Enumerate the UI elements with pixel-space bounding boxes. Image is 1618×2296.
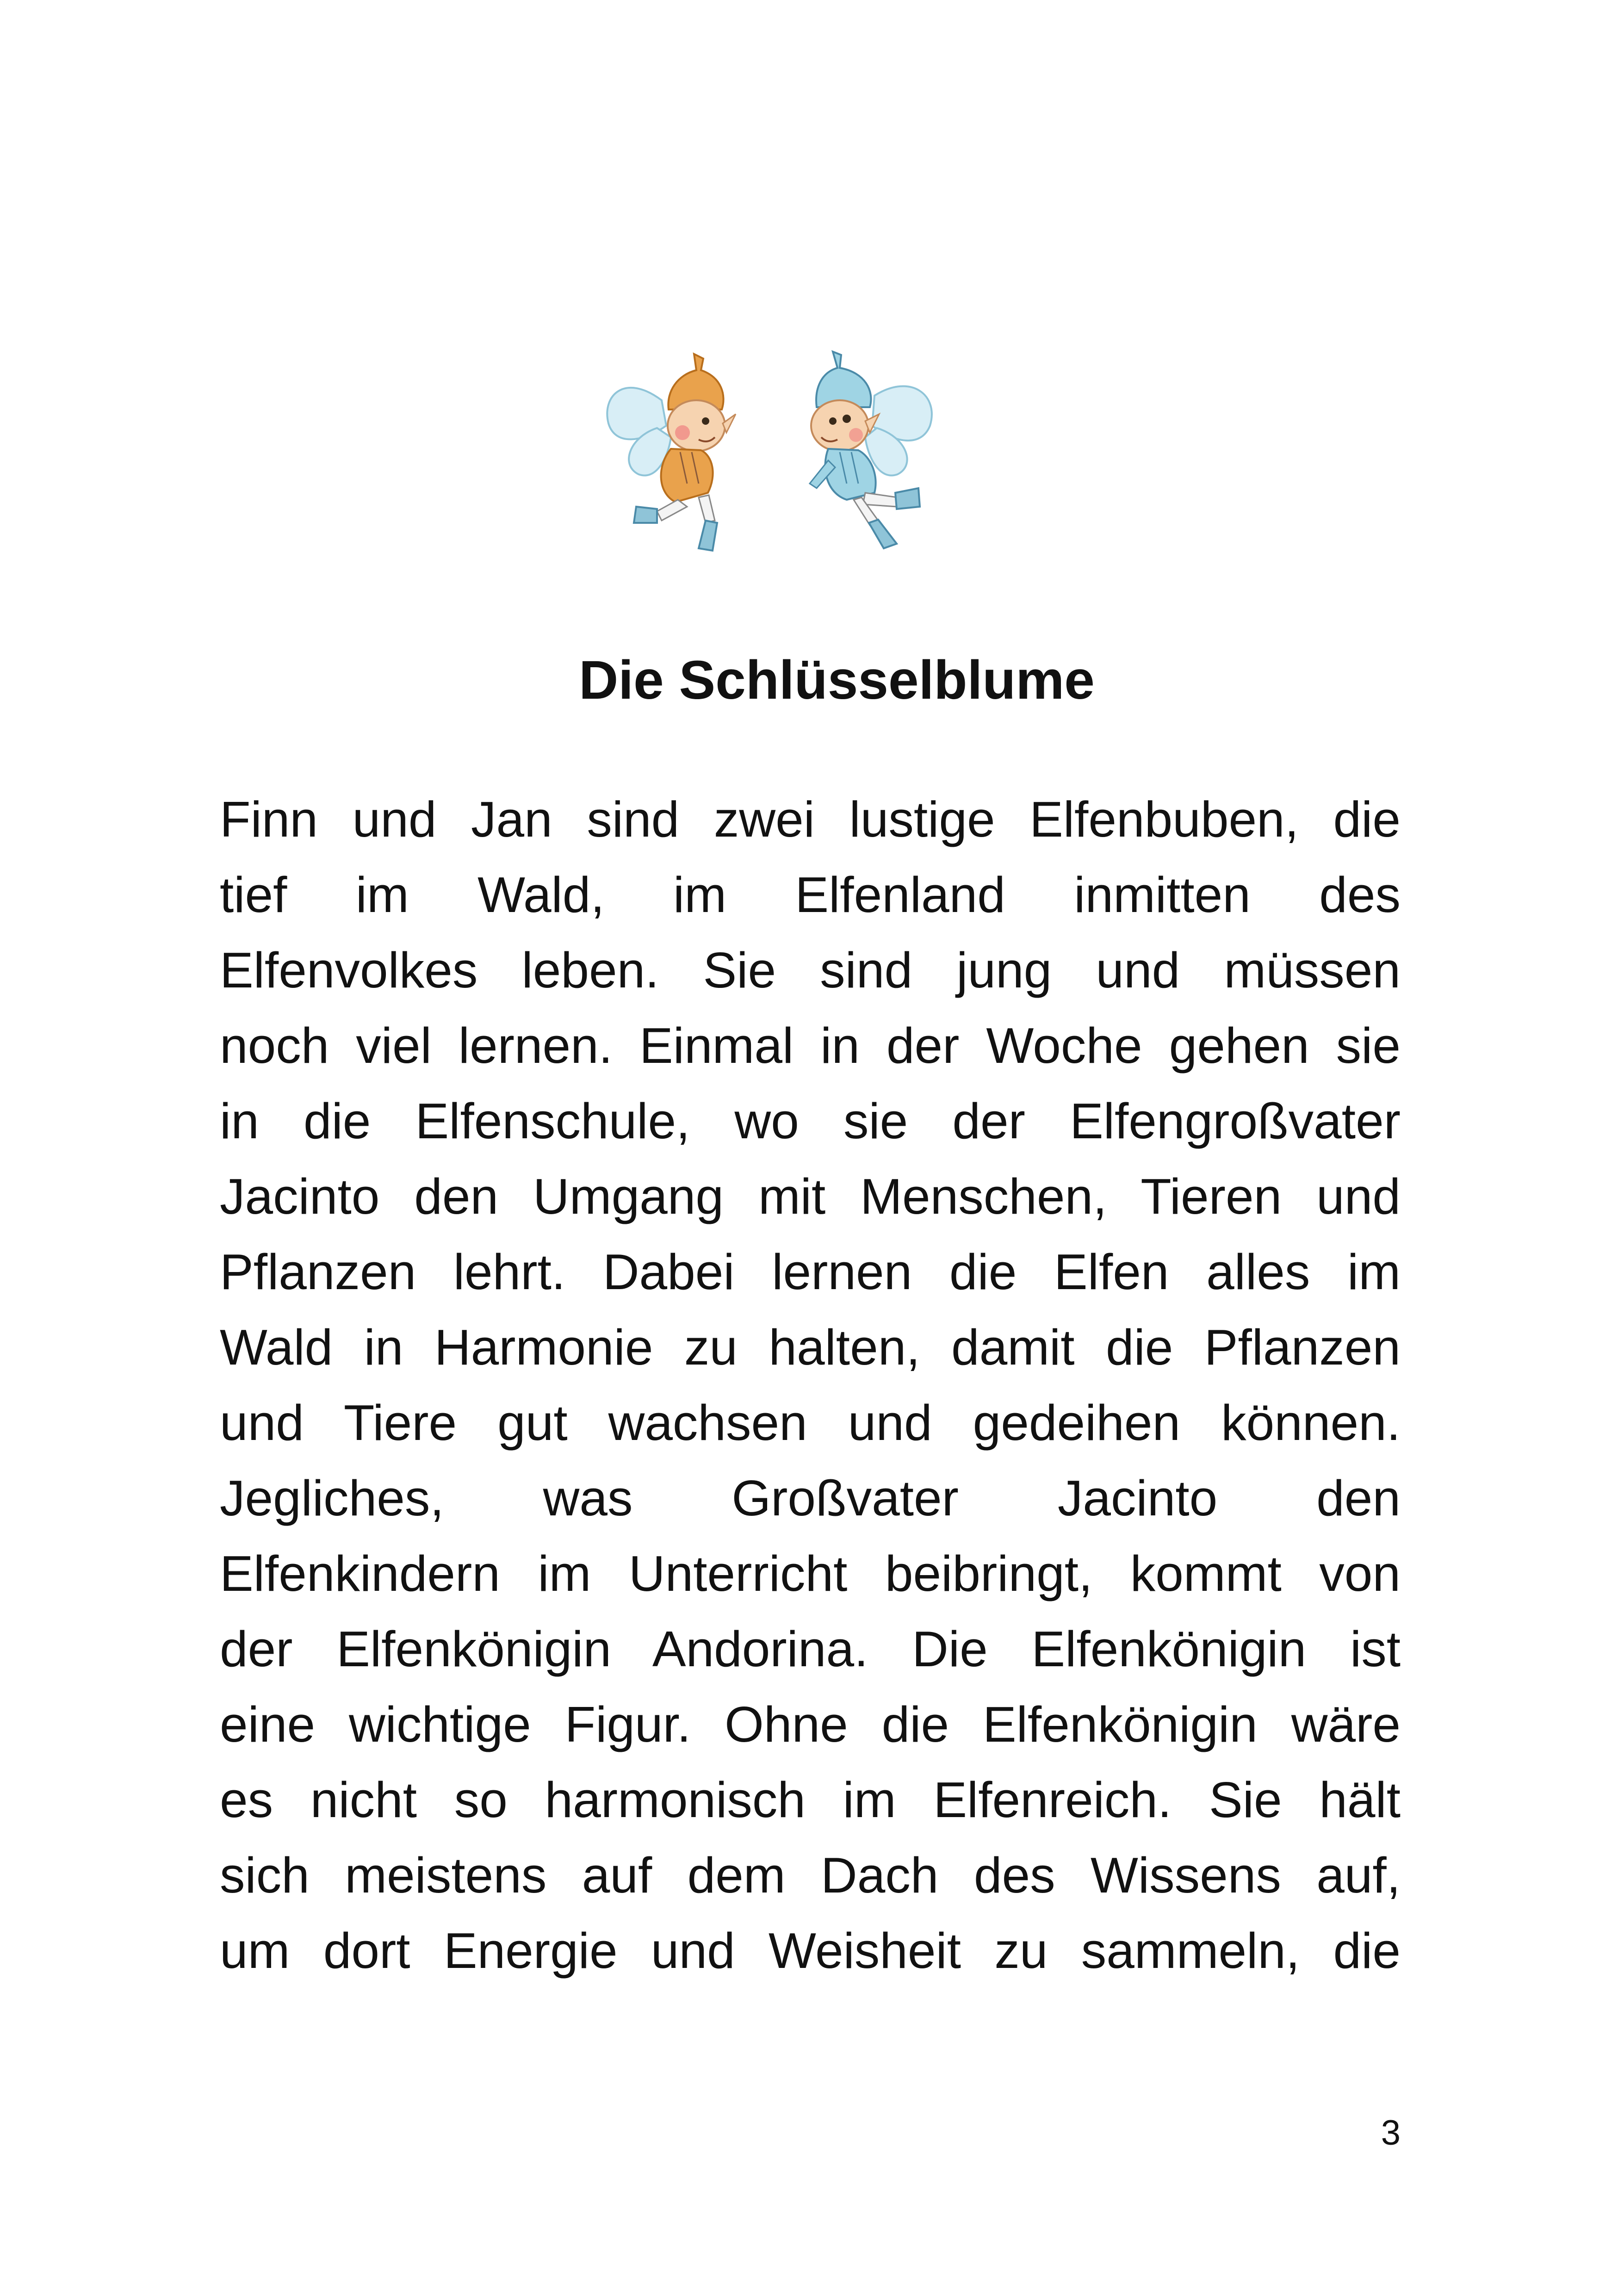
text-line: um dort Energie und Weisheit zu sammeln, die — [220, 1923, 1401, 1979]
page-title: Die Schlüsselblume — [579, 650, 1095, 711]
story-paragraph — [220, 782, 1401, 1989]
text-line: Elfenvolkes leben. Sie sind jung und müssen — [220, 942, 1401, 999]
right-elf-icon — [810, 352, 932, 548]
text-line: Wald in Harmonie zu halten, damit die Pflanzen — [220, 1319, 1401, 1376]
text-line: und Tiere gut wachsen und gedeihen können. — [220, 1395, 1401, 1451]
text-line: eine wichtige Figur. Ohne die Elfenkönigin wäre — [220, 1696, 1401, 1753]
text-line: Finn und Jan sind zwei lustige Elfenbuben, die — [220, 791, 1401, 848]
left-elf-icon — [607, 354, 736, 551]
text-line: Pflanzen lehrt. Dabei lernen die Elfen alles im — [220, 1244, 1401, 1300]
text-line: Elfenkindern im Unterricht beibringt, kommt von — [220, 1545, 1401, 1602]
two-elves-illustration-icon — [588, 345, 981, 562]
text-line: noch viel lernen. Einmal in der Woche gehen sie — [220, 1018, 1401, 1074]
text-line: in die Elfenschule, wo sie der Elfengroßvater — [220, 1093, 1401, 1149]
page-number: 3 — [1381, 2113, 1401, 2153]
text-line: es nicht so harmonisch im Elfenreich. Sie hält — [220, 1772, 1401, 1828]
text-line: sich meistens auf dem Dach des Wissens auf, — [220, 1847, 1401, 1904]
text-line: Jacinto den Umgang mit Menschen, Tieren und — [220, 1168, 1401, 1225]
text-line: tief im Wald, im Elfenland inmitten des — [220, 867, 1401, 923]
text-line: der Elfenkönigin Andorina. Die Elfenkönigin ist — [220, 1621, 1401, 1677]
text-line: Jegliches, was Großvater Jacinto den — [220, 1470, 1401, 1527]
